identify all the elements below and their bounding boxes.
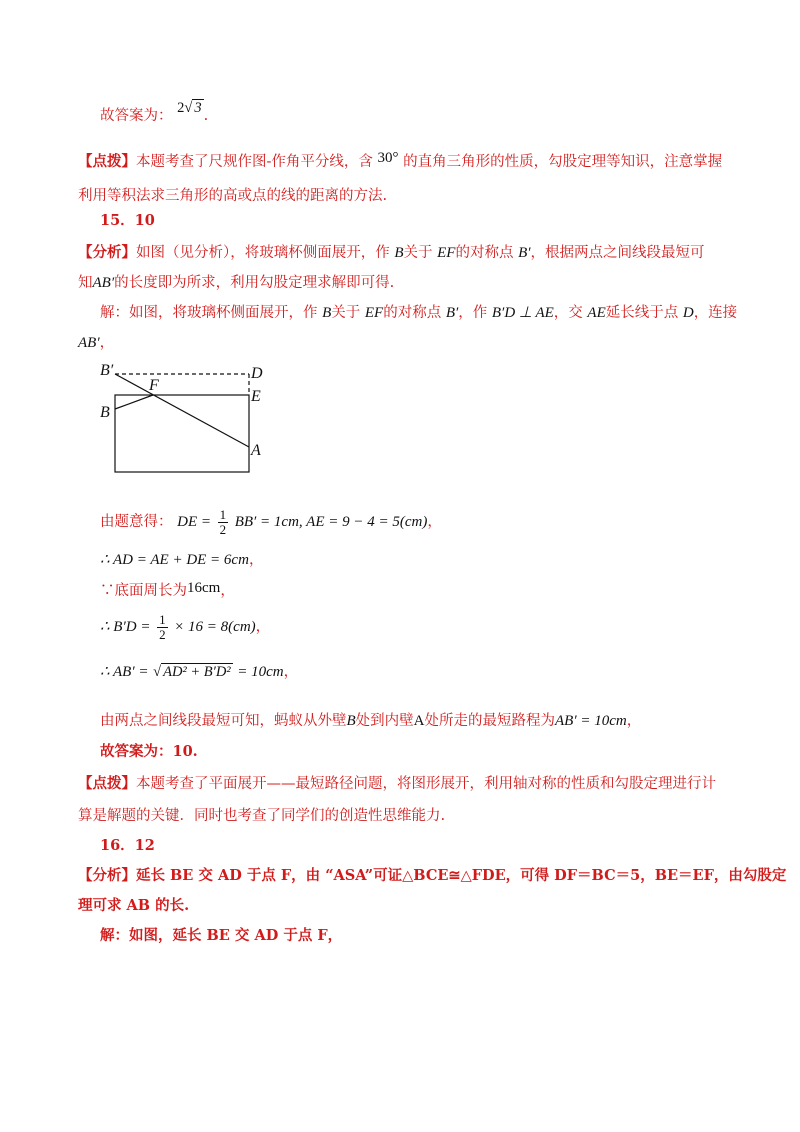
- answer-math: 2√ 3: [177, 100, 202, 116]
- conclusion-15: 由两点之间线段最短可知，蚂蚁从外壁B处到内壁A处所走的最短路程为AB′ = 10cm，: [100, 713, 642, 729]
- solution-15-line1: 解：如图，将玻璃杯侧面展开，作 B关于 EF的对称点 B′，作 B′D ⊥ AE，交 AE延长线于点 D，连接: [100, 305, 738, 321]
- question-15-number: 15．10: [100, 212, 155, 229]
- step-2: ∴ AD = AE + DE = 6cm，: [100, 552, 264, 568]
- question-16-number: 16．12: [100, 837, 155, 854]
- label-F: F: [149, 377, 159, 394]
- label-B: B: [100, 404, 110, 421]
- analysis-15-line1: 【分析】如图（见分析），将玻璃杯侧面展开，作 B关于 EF的对称点 B′，根据两点之间线段最短可: [78, 244, 705, 261]
- hint-14-line2: 利用等积法求三角形的高或点的线的距离的方法.: [78, 188, 388, 204]
- solution-15-line2: AB′，: [78, 335, 115, 351]
- analysis-16-line1: 【分析】延长 BE 交 AD 于点 F，由 “ASA”可证△BCE≅△FDE，可得 DF＝BC＝5，BE＝EF，由勾股定: [78, 867, 787, 884]
- fraction-half-2: $\frac{1}{2}$: [159, 611, 166, 642]
- answer-15: 故答案为：10.: [100, 743, 198, 760]
- unfolded-cup-figure: [96, 358, 276, 476]
- hint-15-line2: 算是解题的关键．同时也考查了同学们的创造性思维能力.: [78, 808, 446, 824]
- solution-16: 解：如图，延长 BE 交 AD 于点 F，: [100, 927, 343, 944]
- answer-line-14: 故答案为： 2√ 3 .: [100, 100, 209, 124]
- angle-value: 30°: [377, 150, 399, 166]
- hint-15-line1: 【点拨】本题考查了平面展开——最短路径问题，将图形展开，利用轴对称的性质和勾股定理进行计: [78, 775, 716, 792]
- answer-prefix: 故答案为：: [100, 108, 173, 124]
- hint-14-line1: 【点拨】本题考查了尺规作图-作角平分线，含 30° 的直角三角形的性质，勾股定理等知识，注意掌握: [78, 150, 723, 170]
- analysis-15-line2: 知AB′的长度即为所求，利用勾股定理求解即可得.: [78, 275, 395, 291]
- cup-side-rect: [115, 395, 249, 472]
- label-Bp: B′: [100, 362, 114, 379]
- label-A: A: [251, 442, 261, 459]
- label-E: E: [251, 388, 261, 405]
- segment-B-F: [115, 395, 153, 409]
- label-D: D: [251, 365, 263, 382]
- step-4: ∴ B′D = $\frac{1}{2}$ × 16 = 8(cm)，: [100, 611, 271, 642]
- step-1: 由题意得： DE = $\frac{1}{2}$ BB′ = 1cm, AE = 9 − 4 = 5(cm)，: [100, 506, 442, 537]
- step-3: ∵底面周长为16cm，: [100, 580, 235, 599]
- step-5: ∴ AB′ = √ AD² + B′D² = 10cm，: [100, 664, 299, 680]
- segment-Bp-A: [115, 374, 249, 447]
- hint-tag: 【点拨】: [78, 153, 136, 170]
- fraction-half: $\frac{1}{2}$: [219, 506, 227, 537]
- analysis-16-line2: 理可求 AB 的长.: [78, 897, 190, 914]
